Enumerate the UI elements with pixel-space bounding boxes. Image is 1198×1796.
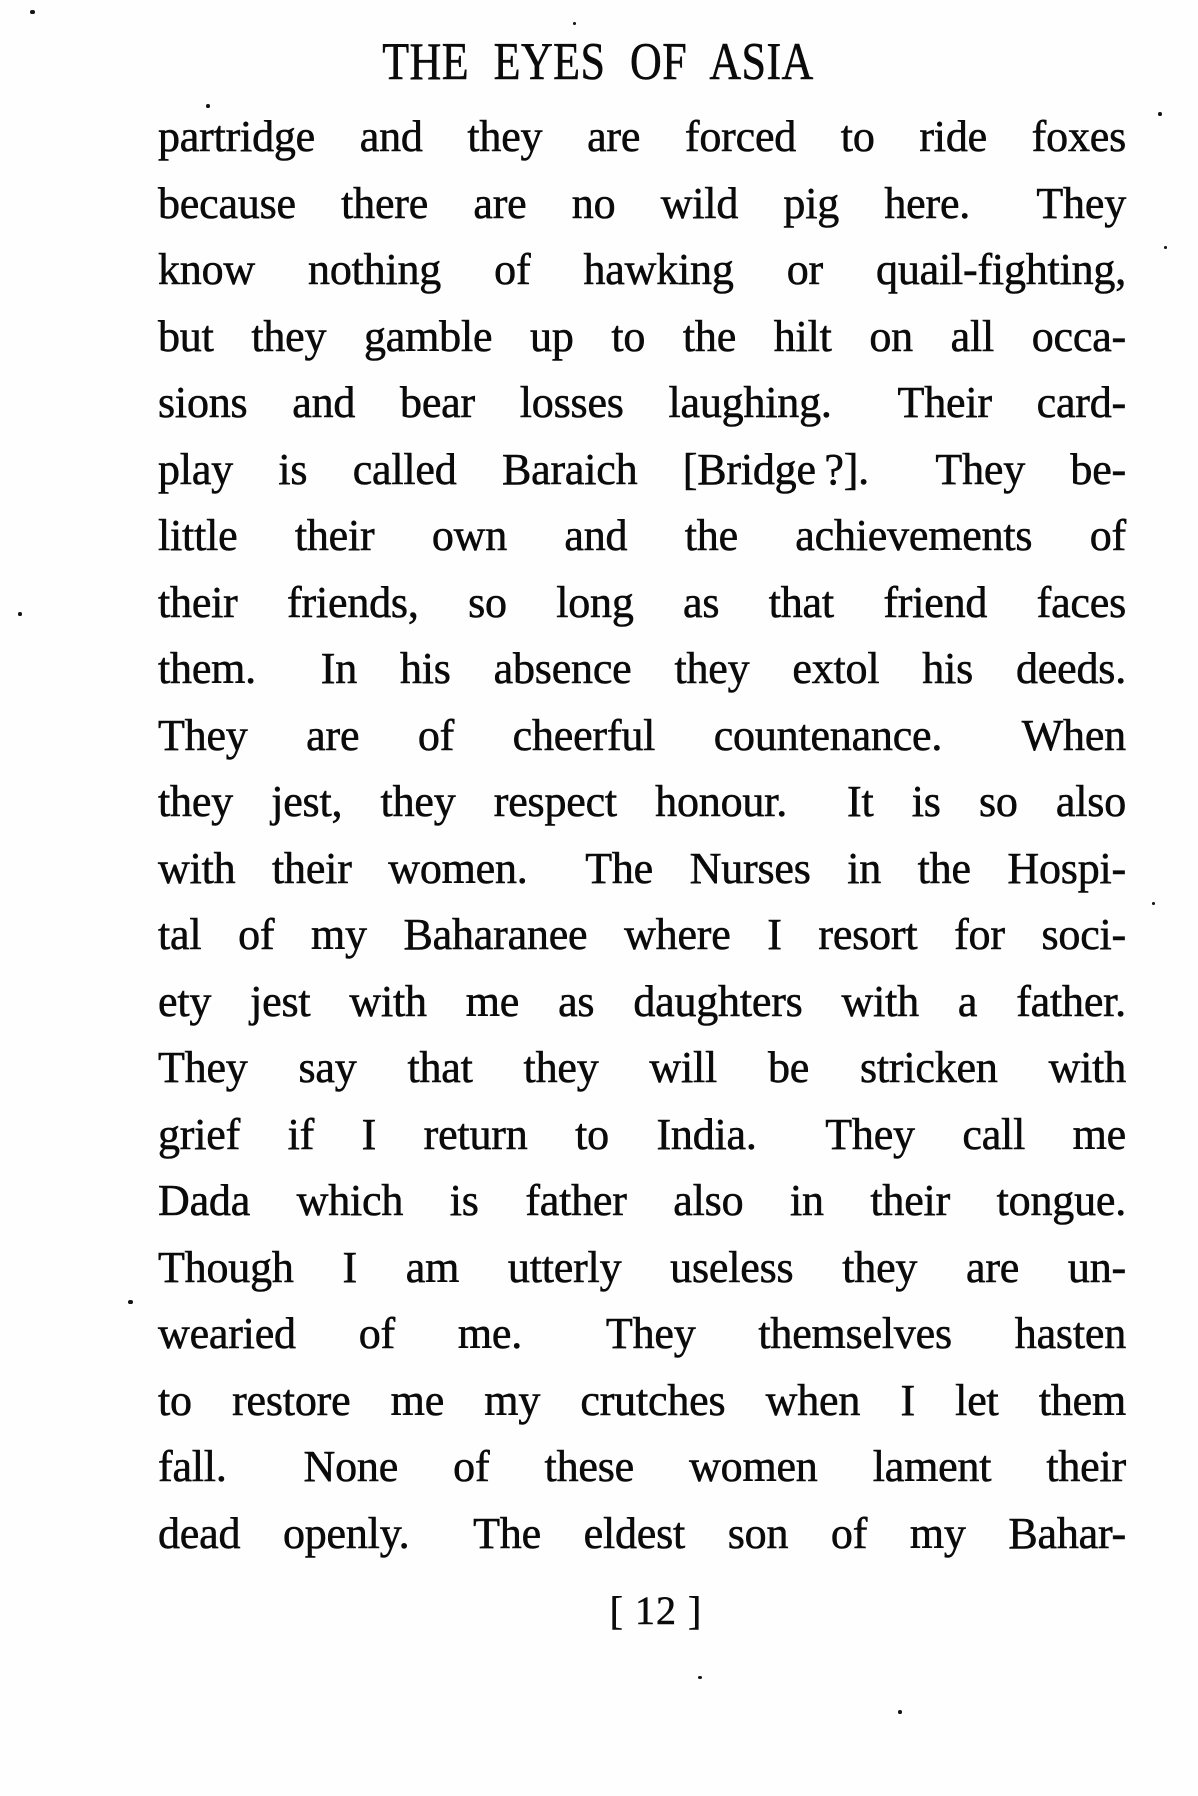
text-line: they jest, they respect honour. It is so also — [158, 777, 1126, 826]
scan-speck — [18, 612, 22, 616]
text-line: dead openly. The eldest son of my Bahar- — [158, 1508, 1126, 1558]
running-head — [158, 34, 1126, 90]
scan-speck — [898, 1710, 902, 1714]
body-text — [158, 104, 1126, 1567]
scan-speck — [698, 1676, 702, 1679]
text-line: because there are no wild pig here. They — [158, 178, 1126, 228]
scan-speck — [1164, 246, 1167, 249]
page-number: [ 12 ] — [609, 1588, 703, 1633]
text-line: their friends, so long as that friend faces — [158, 577, 1126, 627]
text-line: grief if I return to India. They call me — [158, 1109, 1126, 1159]
text-line: with their women. The Nurses in the Hospi- — [158, 843, 1126, 893]
text-line: Though I am utterly useless they are un- — [158, 1242, 1126, 1292]
text-line: tal of my Baharanee where I resort for soci- — [158, 910, 1126, 959]
text-line: ety jest with me as daughters with a father. — [158, 976, 1126, 1026]
text-line: partridge and they are forced to ride foxes — [158, 112, 1126, 161]
scan-speck — [573, 22, 576, 25]
text-line: little their own and the achievements of — [158, 511, 1126, 560]
scan-speck — [1152, 902, 1155, 905]
text-line: fall. None of these women lament their — [158, 1442, 1126, 1491]
text-line: but they gamble up to the hilt on all occa- — [158, 311, 1126, 361]
text-line: They say that they will be stricken with — [158, 1043, 1126, 1092]
text-line: sions and bear losses laughing. Their card- — [158, 378, 1126, 427]
text-line: Dada which is father also in their tongue. — [158, 1176, 1126, 1225]
text-line: to restore me my crutches when I let them — [158, 1375, 1126, 1425]
text-line: They are of cheerful countenance. When — [158, 710, 1126, 760]
scan-speck — [1158, 112, 1162, 116]
text-line: wearied of me. They themselves hasten — [158, 1309, 1126, 1358]
text-line: play is called Baraich [Bridge ?]. They be- — [158, 444, 1126, 494]
text-line: know nothing of hawking or quail-fighting, — [158, 245, 1126, 294]
scan-speck — [30, 10, 35, 14]
folio — [158, 1586, 1126, 1636]
text-line: them. In his absence they extol his deeds. — [158, 644, 1126, 693]
page-title: THE EYES OF ASIA — [382, 33, 814, 91]
scan-speck — [206, 104, 210, 108]
scan-speck — [128, 1300, 133, 1304]
